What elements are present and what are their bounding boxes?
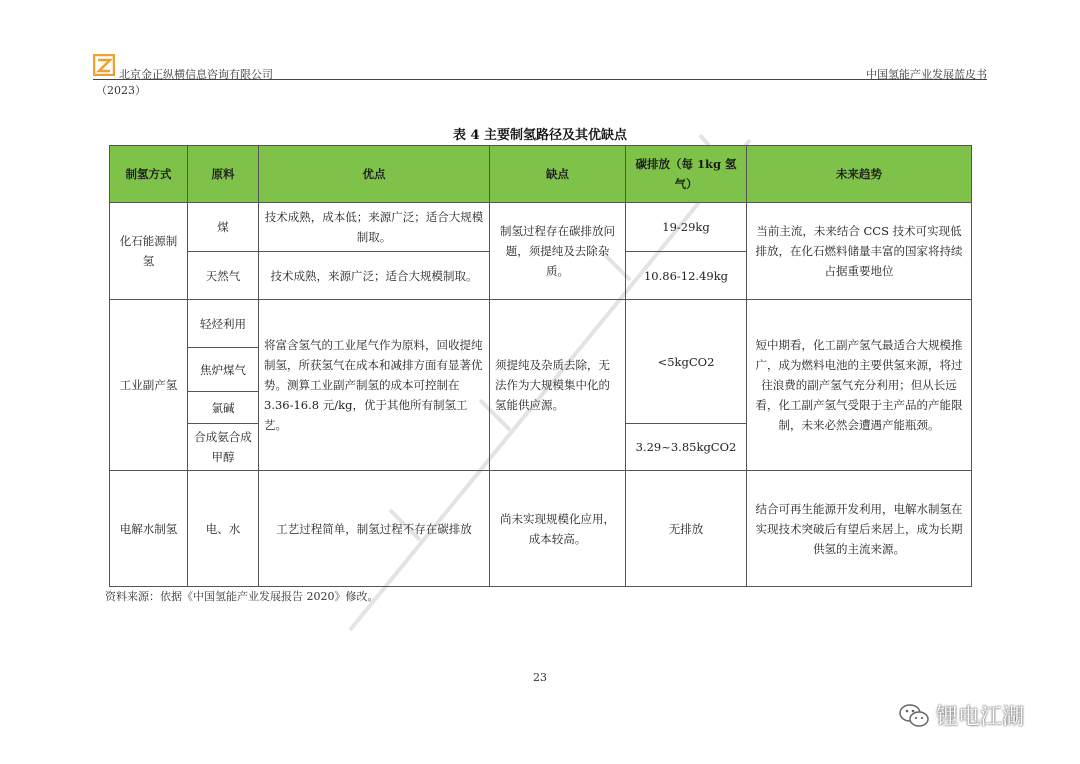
company-name: 北京金正纵横信息咨询有限公司 [119,68,273,81]
electrolysis-material-cell: 电、水 [188,471,259,587]
wechat-icon [898,702,930,730]
coal-pro-cell: 技术成熟，成本低；来源广泛；适合大规模制取。 [259,203,490,252]
material-coke-oven-gas: 焦炉煤气 [188,348,259,392]
material-ammonia-methanol: 合成氨合成甲醇 [188,424,259,471]
table-header-row [110,146,972,203]
header-method: 制氢方式 [110,146,188,203]
industrial-con-cell: 须提纯及杂质去除，无法作为大规模集中化的氢能供应源。 [490,300,626,471]
table-row [110,300,972,348]
page-number: 23 [533,671,547,684]
report-year: （2023） [96,84,146,97]
industrial-pro-cell: 将富含氢气的工业尾气作为原料，回收提纯制氢，所获氢气在成本和减排方面有显著优势。测算工业副产制氢的成本可控制在 3.36-16.8 元/kg，优于其他所有制氢工艺。 [259,300,490,471]
electrolysis-emission-cell: 无排放 [626,471,747,587]
table-row [110,471,972,587]
gas-emission-cell: 10.86-12.49kg [626,252,747,300]
header-material: 原料 [188,146,259,203]
fossil-con-cell: 制氢过程存在碳排放问题，须提纯及去除杂质。 [490,203,626,300]
header-emission: 碳排放（每 1kg 氢气） [626,146,747,203]
material-chlor-alkali: 氯碱 [188,392,259,424]
industrial-trend-cell: 短中期看，化工副产氢气最适合大规模推广，成为燃料电池的主要供氢来源，将过往浪费的副产氢气充分利用；但从长远看，化工副产氢气受限于主产品的产能限制，未来必然会遭遇产能瓶颈。 [747,300,972,471]
document-title: 中国氢能产业发展蓝皮书 [866,68,987,81]
industrial-emission-2: 3.29~3.85kgCO2 [626,424,747,471]
hydrogen-routes-table [109,145,972,587]
brand-watermark [898,700,1024,731]
header-divider [93,79,987,80]
material-light-hydrocarbon: 轻烃利用 [188,300,259,348]
table-title: 表 4 主要制氢路径及其优缺点 [452,128,628,143]
gas-pro-cell: 技术成熟，来源广泛；适合大规模制取。 [259,252,490,300]
electrolysis-pro-cell: 工艺过程简单，制氢过程不存在碳排放 [259,471,490,587]
company-logo-icon [93,54,115,76]
header-cons: 缺点 [490,146,626,203]
fossil-method-cell: 化石能源制氢 [110,203,188,300]
industrial-emission-1: <5kgCO2 [626,300,747,424]
fossil-trend-cell: 当前主流，未来结合 CCS 技术可实现低排放，在化石燃料储量丰富的国家将持续占据重要地位 [747,203,972,300]
source-note: 资料来源：依据《中国氢能产业发展报告 2020》修改。 [105,590,379,603]
electrolysis-trend-cell: 结合可再生能源开发利用，电解水制氢在实现技术突破后有望后来居上，成为长期供氢的主流来源。 [747,471,972,587]
electrolysis-con-cell: 尚未实现规模化应用，成本较高。 [490,471,626,587]
industrial-method-cell: 工业副产氢 [110,300,188,471]
coal-cell: 煤 [188,203,259,252]
brand-name: 锂电江湖 [936,705,1025,730]
header-trend: 未来趋势 [747,146,972,203]
coal-emission-cell: 19-29kg [626,203,747,252]
gas-cell: 天然气 [188,252,259,300]
table-row [110,203,972,252]
electrolysis-method-cell: 电解水制氢 [110,471,188,587]
header-pros: 优点 [259,146,490,203]
